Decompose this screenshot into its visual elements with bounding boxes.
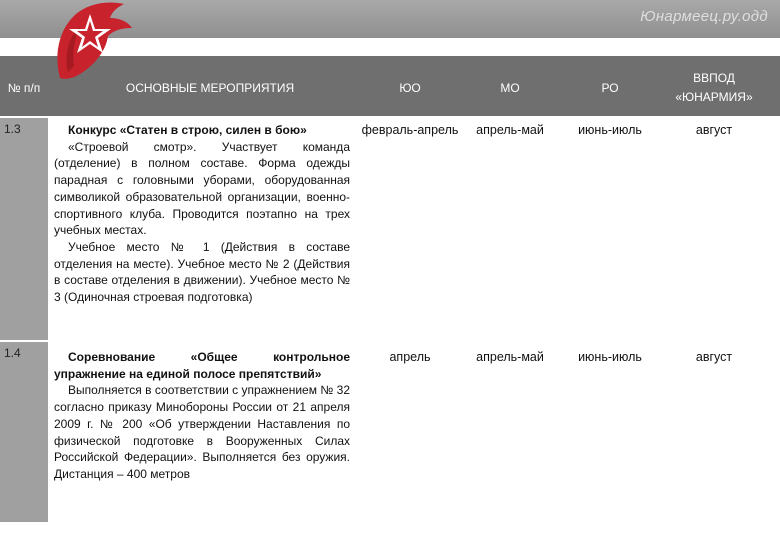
event-description-1-4 <box>54 349 350 483</box>
header-ro: РО <box>601 80 619 95</box>
row-num-cell <box>0 342 48 522</box>
row-num-cell <box>0 118 48 340</box>
yunarmiya-emblem-icon <box>50 0 134 82</box>
event-title: Соревнование «Общее контрольное упражнение на единой полосе препятствий» <box>54 350 350 381</box>
cell-yuo: февраль-апрель <box>361 123 459 137</box>
row-num: 1.4 <box>4 346 21 360</box>
header-yuo: ЮО <box>399 80 421 95</box>
event-description-1-3 <box>54 122 350 306</box>
cell-ro: июнь-июль <box>578 123 642 137</box>
cell-mo: апрель-май <box>476 123 544 137</box>
event-paragraph: Выполняется в соответствии с упражнением № 32 согласно приказу Минобороны России от 21 апреля 2009 г. № 200 «Об утверждении Наставления по физической подготовке в Вооруженных Силах Российской Федерации». Выполняется без оружия. Дистанция – 400 метров <box>54 383 350 481</box>
cell-ro: июнь-июль <box>578 350 642 364</box>
row-divider <box>0 340 780 342</box>
site-url-text: Юнармеец.ру.одд <box>640 8 768 25</box>
header-events: ОСНОВНЫЕ МЕРОПРИЯТИЯ <box>125 80 295 95</box>
event-paragraph: «Строевой смотр». Участвует команда (отделение) в полном составе. Форма одежды парадная с головными уборами, оборудованная символикой образовательной организации, военно-спортивного клуба. Проводится поэтапно на трех учебных местах. <box>54 139 350 238</box>
header-mo: МО <box>500 80 520 95</box>
event-paragraph: Учебное место № 1 (Действия в составе отделения на месте). Учебное место № 2 (Действия в составе отделения в движении). Учебное место № 3 (Одиночная строевая подготовка) <box>54 239 350 305</box>
header-num: № п/п <box>7 80 41 95</box>
cell-yuo: апрель <box>389 350 431 364</box>
cell-mo: апрель-май <box>476 350 544 364</box>
cell-vvpod: август <box>695 350 733 364</box>
header-vvpod: ВВПОД «ЮНАРМИЯ» <box>675 71 753 104</box>
row-divider <box>0 116 780 118</box>
cell-vvpod: август <box>695 123 733 137</box>
event-title: Конкурс «Статен в строю, силен в бою» <box>68 123 307 137</box>
row-num: 1.3 <box>4 122 21 136</box>
